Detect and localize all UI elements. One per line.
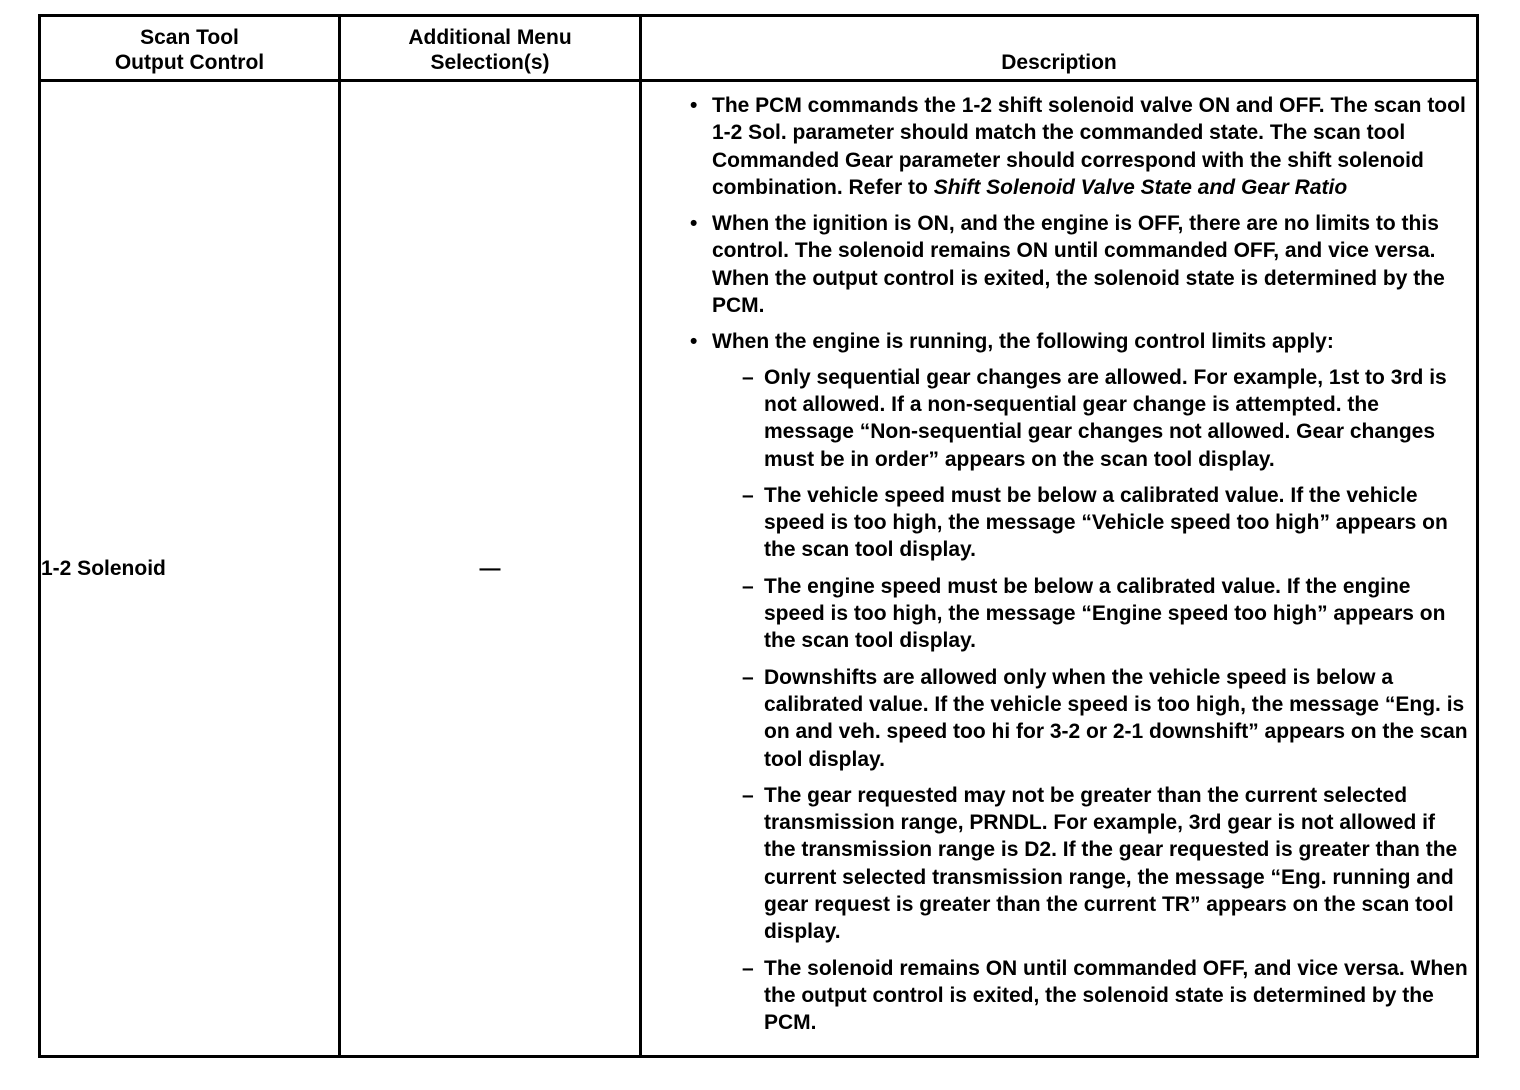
output-control-cell: 1-2 Solenoid: [40, 81, 340, 1057]
description-bullet-list: [688, 92, 1468, 1037]
control-limit-item: [742, 573, 1468, 655]
bullet-text: The PCM commands the 1-2 shift solenoid valve ON and OFF. The scan tool 1-2 Sol. parameter should match the commanded state. The scan tool Commanded Gear parameter should correspond with the shift solenoid combination. Refer to: [712, 94, 1466, 199]
control-limit-text: The engine speed must be below a calibrated value. If the engine speed is too high, the message “Engine speed too high” appears on the scan tool display.: [764, 574, 1446, 653]
bullet-text: When the ignition is ON, and the engine is OFF, there are no limits to this control. The solenoid remains ON until commanded OFF, and vice versa. When the output control is exited, the solenoid state is determined by the PCM.: [712, 212, 1445, 318]
output-control-table: [38, 14, 1479, 1058]
dash-icon: –: [742, 956, 754, 980]
control-limit-item: [742, 664, 1468, 773]
description-bullet: [688, 210, 1468, 319]
description-bullet: [688, 92, 1468, 201]
header-line: Selection(s): [430, 51, 550, 74]
description-bullet: [688, 328, 1468, 1036]
bullet-icon: •: [690, 94, 698, 117]
header-line: Additional Menu: [408, 26, 572, 49]
control-limit-text: The vehicle speed must be below a calibrated value. If the vehicle speed is too high, the message “Vehicle speed too high” appears on the scan tool display.: [764, 483, 1448, 562]
dash-icon: –: [742, 365, 754, 389]
description-cell: [641, 81, 1478, 1057]
menu-selection-cell: —: [340, 81, 641, 1057]
header-line: Scan Tool: [140, 26, 239, 49]
dash-icon: –: [742, 483, 754, 507]
reference-link[interactable]: Shift Solenoid Valve State and Gear Ratio: [933, 175, 1348, 199]
header-line: Description: [1001, 51, 1117, 74]
dash-icon: –: [742, 574, 754, 598]
control-limit-text: Only sequential gear changes are allowed. For example, 1st to 3rd is not allowed. If a non-sequential gear change is attempted. the message “Non-sequential gear changes not allowed. Gear changes must be in order” appears on the scan tool display.: [764, 365, 1447, 471]
bullet-text: When the engine is running, the following control limits apply:: [712, 330, 1334, 354]
header-description: [641, 16, 1478, 81]
bullet-icon: •: [690, 330, 698, 354]
dash-icon: –: [742, 665, 754, 689]
control-limit-text: The gear requested may not be greater than the current selected transmission range, PRNDL. For example, 3rd gear is not allowed if the transmission range is D2. If the gear requested is greater than the current selected transmission range, the message “Eng. running and gear request is greater than the current TR” appears on the scan tool display.: [764, 783, 1458, 944]
header-additional-menu-selections: [340, 16, 641, 81]
control-limit-text: Downshifts are allowed only when the vehicle speed is below a calibrated value. If the vehicle speed is too high, the message “Eng. is on and veh. speed too hi for 3-2 or 2-1 downshift” appears on the scan tool display.: [764, 665, 1468, 771]
header-row: [40, 16, 1478, 81]
control-limit-item: [742, 782, 1468, 946]
control-limit-item: [742, 955, 1468, 1037]
dash-icon: –: [742, 783, 754, 807]
control-limit-item: [742, 482, 1468, 564]
header-scan-tool-output-control: [40, 16, 340, 81]
control-limits-list: [712, 364, 1468, 1037]
table-row: [40, 81, 1478, 1057]
header-line: Output Control: [114, 51, 265, 74]
bullet-icon: •: [690, 212, 698, 236]
control-limit-item: [742, 364, 1468, 473]
control-limit-text: The solenoid remains ON until commanded OFF, and vice versa. When the output control is exited, the solenoid state is determined by the PCM.: [764, 956, 1468, 1035]
